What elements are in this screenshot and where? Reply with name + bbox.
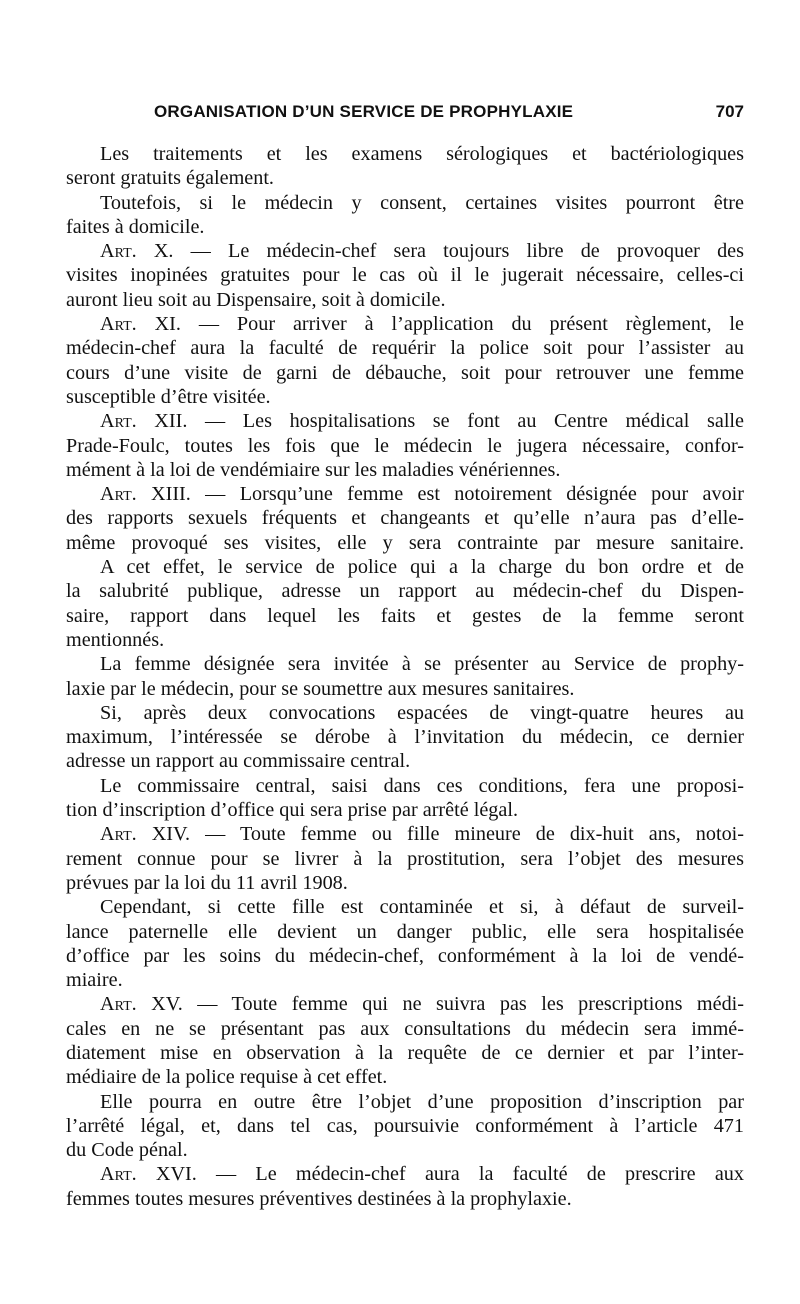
text-line: [66, 1090, 744, 1114]
article-label: Art. XIII.: [100, 483, 191, 506]
running-title: ORGANISATION D’UN SERVICE DE PROPHYLAXIE: [154, 102, 574, 121]
line-text: faites à domicile.: [66, 215, 205, 238]
line-text: Prade-Foulc, toutes les fois que le médecin le jugera nécessaire, confor-: [66, 434, 744, 457]
line-text: adresse un rapport au commissaire central.: [66, 750, 411, 773]
line-text: d’office par les soins du médecin-chef, conformément à la loi de vendé-: [66, 944, 744, 967]
article-label: Art. X.: [100, 240, 174, 263]
line-text: mentionnés.: [66, 628, 165, 651]
line-text: mément à la loi de vendémiaire sur les maladies vénériennes.: [66, 458, 561, 481]
text-line: [66, 142, 744, 166]
line-text: Toutefois, si le médecin y consent, certaines visites pourront être: [100, 191, 744, 214]
article-label: Art. XI.: [100, 313, 181, 336]
text-line: [66, 725, 744, 749]
line-text: — Le médecin-chef aura la faculté de prescrire aux: [196, 1163, 744, 1186]
line-text: susceptible d’être visitée.: [66, 385, 271, 408]
text-line: [66, 239, 744, 263]
text-line: [66, 1041, 744, 1065]
line-text: Le commissaire central, saisi dans ces conditions, fera une proposi-: [100, 774, 744, 797]
line-text: laxie par le médecin, pour se soumettre aux mesures sanitaires.: [66, 677, 575, 700]
text-line: [66, 798, 744, 822]
text-line: [66, 944, 744, 968]
line-text: tion d’inscription d’office qui sera prise par arrêté légal.: [66, 799, 518, 822]
line-text: saire, rapport dans lequel les faits et gestes de la femme seront: [66, 604, 744, 627]
running-header: [64, 100, 744, 130]
page-number: 707: [715, 102, 744, 121]
text-line: [66, 628, 744, 652]
article-label: Art. XV.: [100, 993, 183, 1016]
line-text: — Lorsqu’une femme est notoirement désignée pour avoir: [190, 483, 744, 506]
text-line: [66, 482, 744, 506]
article-label: Art. XIV.: [100, 823, 191, 846]
text-line: [66, 361, 744, 385]
text-line: [66, 677, 744, 701]
line-text: — Toute femme qui ne suivra pas les prescriptions médi-: [182, 993, 745, 1016]
text-line: [66, 531, 744, 555]
line-text: maximum, l’intéressée se dérobe à l’invitation du médecin, ce dernier: [66, 726, 744, 749]
line-text: A cet effet, le service de police qui a la charge du bon ordre et de: [100, 556, 744, 579]
text-line: [66, 385, 744, 409]
text-line: [66, 288, 744, 312]
line-text: Les traitements et les examens sérologiques et bactériologiques: [100, 143, 744, 165]
line-text: — Les hospitalisations se font au Centre médical salle: [187, 410, 744, 433]
line-text: — Pour arriver à l’application du présent règlement, le: [180, 313, 744, 336]
line-text: lance paternelle elle devient un danger public, elle sera hospitalisée: [66, 920, 744, 943]
text-line: [66, 434, 744, 458]
line-text: cours d’une visite de garni de débauche, soit pour retrouver une femme: [66, 361, 744, 384]
text-line: [66, 749, 744, 773]
line-text: médiaire de la police requise à cet effet.: [66, 1066, 388, 1089]
article-label: Art. XVI.: [100, 1163, 197, 1186]
line-text: — Toute femme ou fille mineure de dix-huit ans, notoi-: [190, 823, 745, 846]
text-line: [66, 166, 744, 190]
text-line: [66, 992, 744, 1016]
text-line: [66, 871, 744, 895]
text-line: [66, 1138, 744, 1162]
text-line: [66, 263, 744, 287]
line-text: l’arrêté légal, et, dans tel cas, poursuivie conformément à l’article 471: [66, 1114, 744, 1137]
line-text: diatement mise en observation à la requête de ce dernier et par l’inter-: [66, 1041, 744, 1064]
text-line: [66, 1114, 744, 1138]
text-line: [66, 1162, 744, 1186]
line-text: visites inopinées gratuites pour le cas où il le jugerait nécessaire, celles-ci: [66, 264, 744, 287]
text-line: [66, 920, 744, 944]
text-line: [66, 215, 744, 239]
body-text: [66, 142, 744, 1211]
line-text: La femme désignée sera invitée à se présenter au Service de prophy-: [100, 653, 744, 676]
text-line: [66, 336, 744, 360]
text-line: [66, 579, 744, 603]
line-text: auront lieu soit au Dispensaire, soit à domicile.: [66, 288, 446, 311]
line-text: la salubrité publique, adresse un rapport au médecin-chef du Dispen-: [66, 580, 744, 603]
text-line: [66, 506, 744, 530]
line-text: même provoqué ses visites, elle y sera contrainte par mesure sanitaire.: [66, 531, 744, 554]
line-text: Cependant, si cette fille est contaminée et si, à défaut de surveil-: [100, 896, 744, 919]
text-line: [66, 555, 744, 579]
text-line: [66, 1065, 744, 1089]
text-line: [66, 458, 744, 482]
text-line: [66, 1017, 744, 1041]
line-text: miaire.: [66, 969, 123, 992]
line-text: femmes toutes mesures préventives destinées à la prophylaxie.: [66, 1187, 572, 1210]
line-text: Si, après deux convocations espacées de vingt-quatre heures au: [100, 701, 744, 724]
text-line: [66, 701, 744, 725]
line-text: du Code pénal.: [66, 1139, 188, 1162]
text-line: [66, 968, 744, 992]
line-text: prévues par la loi du 11 avril 1908.: [66, 871, 348, 894]
text-line: [66, 774, 744, 798]
line-text: — Le médecin-chef sera toujours libre de provoquer des: [173, 240, 744, 263]
text-line: [66, 895, 744, 919]
text-line: [66, 604, 744, 628]
text-line: [66, 312, 744, 336]
text-line: [66, 652, 744, 676]
line-text: médecin-chef aura la faculté de requérir la police soit pour l’assister au: [66, 337, 744, 360]
article-label: Art. XII.: [100, 410, 188, 433]
line-text: cales en ne se présentant pas aux consultations du médecin sera immé-: [66, 1017, 744, 1040]
text-line: [66, 1187, 744, 1211]
text-line: [66, 847, 744, 871]
text-line: [66, 409, 744, 433]
line-text: rement connue pour se livrer à la prostitution, sera l’objet des mesures: [66, 847, 744, 870]
line-text: des rapports sexuels fréquents et changeants et qu’elle n’aura pas d’elle-: [66, 507, 744, 530]
text-line: [66, 822, 744, 846]
line-text: Elle pourra en outre être l’objet d’une proposition d’inscription par: [100, 1090, 744, 1113]
line-text: seront gratuits également.: [66, 167, 274, 190]
text-line: [66, 191, 744, 215]
